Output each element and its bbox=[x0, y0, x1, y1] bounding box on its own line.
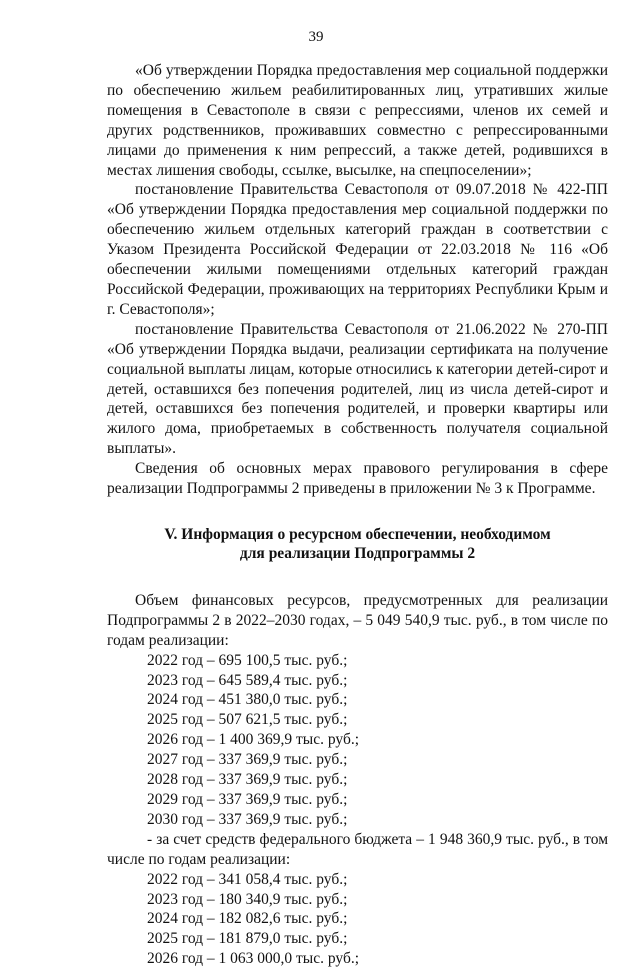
list-item: 2025 год – 181 879,0 тыс. руб.; bbox=[147, 930, 348, 948]
section-heading-line-1: V. Информация о ресурсном обеспечении, необходимом bbox=[164, 525, 551, 543]
list-item: 2022 год – 341 058,4 тыс. руб.; bbox=[147, 870, 348, 888]
paragraph-federal-budget: - за счет средств федерального бюджета – 1 948 360,9 тыс. руб., в том числе по годам реализации: bbox=[107, 830, 608, 868]
list-item: 2026 год – 1 063 000,0 тыс. руб.; bbox=[147, 950, 360, 968]
list-item: 2022 год – 695 100,5 тыс. руб.; bbox=[147, 651, 348, 669]
paragraph-finance-intro: Объем финансовых ресурсов, предусмотренных для реализации Подпрограммы 2 в 2022–2030 годах, – 5 049 540,9 тыс. руб., в том числе по годам реализации: bbox=[107, 591, 608, 649]
section-heading-line-2: для реализации Подпрограммы 2 bbox=[239, 544, 476, 562]
section-heading bbox=[107, 525, 608, 563]
list-item: 2027 год – 337 369,9 тыс. руб.; bbox=[147, 751, 348, 769]
list-item: 2029 год – 337 369,9 тыс. руб.; bbox=[147, 791, 348, 808]
year-list-federal bbox=[107, 870, 608, 969]
list-item: 2023 год – 645 589,4 тыс. руб.; bbox=[147, 671, 348, 689]
list-item: 2023 год – 180 340,9 тыс. руб.; bbox=[147, 890, 348, 908]
list-item: 2024 год – 182 082,6 тыс. руб.; bbox=[147, 910, 348, 928]
list-item: 2028 год – 337 369,9 тыс. руб.; bbox=[147, 771, 348, 789]
list-item: 2026 год – 1 400 369,9 тыс. руб.; bbox=[147, 731, 360, 749]
page-number: 39 bbox=[308, 29, 324, 45]
paragraph-legal-regulation: Сведения об основных мерах правового регулирования в сфере реализации Подпрограммы 2 приведены в приложении № 3 к Программе. bbox=[107, 460, 608, 498]
list-item: 2030 год – 337 369,9 тыс. руб.; bbox=[147, 810, 348, 828]
paragraph-decree-repressed: «Об утверждении Порядка предоставления мер социальной поддержки по обеспечению жильем реабилитированных лиц, утративших жилые помещения в Севастополе в связи с репрессиями, членов их семей и других родственников, проживавших совместно с репрессированными лицами до применения к ним репрессий, а также детей, родившихся в местах лишения свободы, ссылке, высылке, на спецпоселении»; bbox=[107, 62, 608, 179]
paragraph-decree-270: постановление Правительства Севастополя от 21.06.2022 № 270-ПП «Об утверждении Порядка выдачи, реализации сертификата на получение социальной выплаты лицам, которые относились к категории детей-сирот и детей, оставшихся без попечения родителей, лиц из числа детей-сирот и детей, оставшихся без попечения родителей, и проверки квартиры или жилого дома, приобретаемых в собственность получателя социальной выплаты». bbox=[107, 320, 608, 458]
year-list-total bbox=[107, 651, 608, 830]
list-item: 2024 год – 451 380,0 тыс. руб.; bbox=[147, 691, 348, 709]
document-body bbox=[107, 61, 608, 969]
list-item: 2025 год – 507 621,5 тыс. руб.; bbox=[147, 711, 348, 729]
paragraph-decree-422: постановление Правительства Севастополя от 09.07.2018 № 422-ПП «Об утверждении Порядка предоставления мер социальной поддержки по обеспечению жильем отдельных категорий граждан в соответствии с Указом Президента Российской Федерации от 22.03.2018 № 116 «Об обеспечении жилыми помещениями отдельных категорий граждан Российской Федерации, проживающих на территориях Республики Крым и г. Севастополя»; bbox=[107, 181, 608, 318]
